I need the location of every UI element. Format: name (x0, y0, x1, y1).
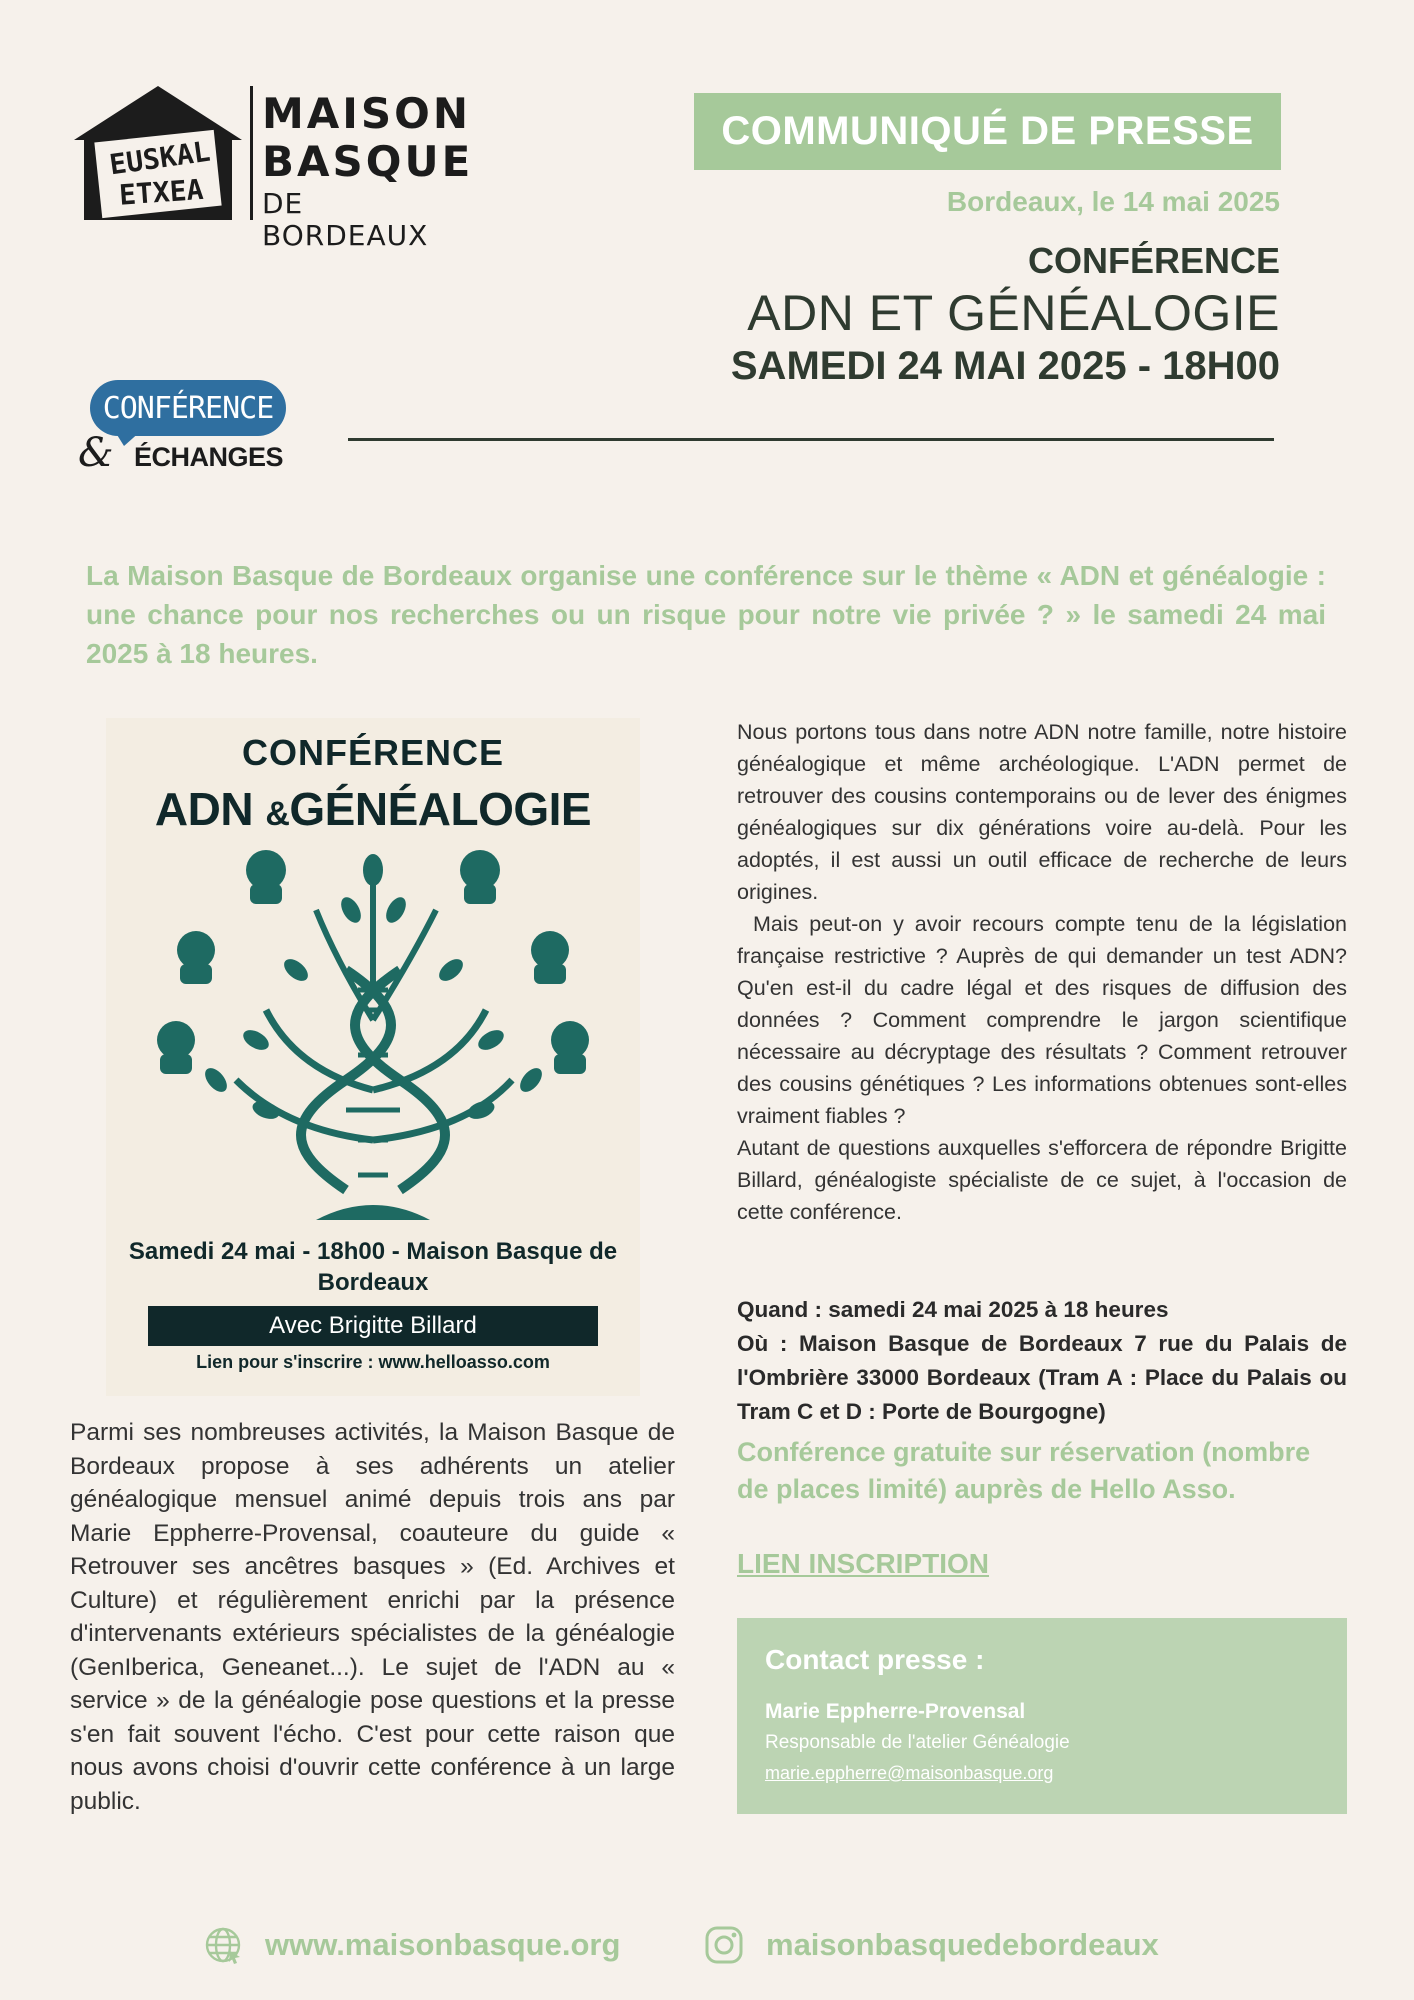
website-url: www.maisonbasque.org (265, 1927, 621, 1962)
poster-title-adn: ADN (154, 783, 266, 835)
press-release-banner: COMMUNIQUÉ DE PRESSE (694, 93, 1281, 170)
body-paragraph-2: Mais peut-on y avoir recours compte tenu de la législation française restrictive ? Auprès de qui demander un test ADN? Qu'en est-il du cadre légal et des risques de diffusion des données ? Comment comprendre le jargon scientifique nécessaire au décryptage des résultats ? Comment retrouver des cousins génétiques ? Les informations obtenues sont-elles vraiment fiables ? (737, 912, 1347, 1128)
poster-date-place: Samedi 24 mai - 18h00 - Maison Basque de Bordeaux (128, 1238, 618, 1296)
globe-icon (203, 1925, 243, 1965)
footer-instagram[interactable] (704, 1922, 1159, 1968)
instagram-icon (704, 1925, 744, 1965)
logo-euskal: EUSKAL (107, 134, 213, 182)
event-headline: ADN ET GÉNÉALOGIE (747, 285, 1280, 341)
press-contact-box (737, 1618, 1347, 1814)
body-paragraph-3: Autant de questions auxquelles s'efforcera de répondre Brigitte Billard, généalogiste spécialiste de ce sujet, à l'occasion de cette conférence. (737, 1136, 1347, 1224)
signup-link[interactable]: LIEN INSCRIPTION (737, 1548, 990, 1579)
intro-paragraph: La Maison Basque de Bordeaux organise une conférence sur le thème « ADN et généalogie : une chance pour nos recherches ou un risque pour notre vie privée ? » le samedi 24 mai 2025 à 18 heures. (86, 560, 1326, 669)
free-reservation-note: Conférence gratuite sur réservation (nombre de places limité) auprès de Hello Asso. (737, 1437, 1311, 1504)
logo-line-bordeaux: DE BORDEAUX (262, 187, 429, 252)
conference-echanges-badge (74, 378, 304, 476)
event-poster (106, 718, 640, 1396)
poster-kicker: CONFÉRENCE (241, 732, 505, 773)
when-line: Quand : samedi 24 mai 2025 à 18 heures (737, 1297, 1169, 1322)
maison-basque-logo (72, 84, 474, 252)
poster-title-genealogie: GÉNÉALOGIE (289, 783, 592, 835)
practical-info (737, 1293, 1347, 1429)
logo-line-maison: MAISON (262, 89, 472, 138)
poster-title (106, 782, 640, 836)
contact-role: Responsable de l'atelier Généalogie (765, 1732, 1070, 1753)
body-paragraph-1: Nous portons tous dans notre ADN notre famille, notre histoire généalogique et même archéologique. L'ADN permet de retrouver des cousins contemporains ou de lever des énigmes généalogiques sur dix générations voire au-delà. Pour les adoptés, il est aussi un outil efficace de recherche de leurs origines. (737, 720, 1347, 904)
logo-line-basque: BASQUE (262, 137, 474, 186)
house-logo-icon (72, 84, 244, 224)
speech-bubble: CONFÉRENCE (90, 380, 286, 436)
footer-website[interactable] (203, 1922, 620, 1968)
instagram-handle: maisonbasquedebordeaux (766, 1927, 1159, 1962)
poster-speaker-bar: Avec Brigitte Billard (148, 1306, 598, 1346)
contact-name: Marie Eppherre-Provensal (765, 1700, 1026, 1723)
logo-separator (250, 86, 253, 220)
dna-tree-illustration-icon (146, 840, 600, 1234)
echanges-label: ÉCHANGES (134, 442, 284, 472)
contact-title: Contact presse : (765, 1644, 985, 1675)
logo-etxea: ETXEA (118, 172, 205, 212)
header-divider (348, 438, 1274, 441)
event-kicker: CONFÉRENCE (1027, 240, 1280, 281)
body-text-right (737, 716, 1347, 1228)
where-line: Où : Maison Basque de Bordeaux 7 rue du Palais de l'Ombrière 33000 Bordeaux (Tram A : Place du Palais ou Tram C et D : Porte de Bourgogne) (737, 1331, 1347, 1424)
body-text-left: Parmi ses nombreuses activités, la Maison Basque de Bordeaux propose à ses adhérents un atelier généalogique mensuel animé depuis trois ans par Marie Eppherre-Provensal, coauteure du guide « Retrouver ses ancêtres basques » (Ed. Archives et Culture) et régulièrement enrichi par la présence d'intervenants extérieurs spécialistes de la généalogie (GenIberica, Geneanet...). Le sujet de l'ADN au « service » de la généalogie pose questions et la presse s'en fait souvent l'écho. C'est pour cette raison que nous avons choisi d'ouvrir cette conférence à un large public. (70, 1419, 675, 1815)
contact-email-link[interactable]: marie.eppherre@maisonbasque.org (765, 1763, 1054, 1783)
poster-signup-text: Lien pour s'inscrire : www.helloasso.com (196, 1352, 550, 1372)
event-date-time: SAMEDI 24 MAI 2025 - 18H00 (730, 344, 1280, 388)
logo-wordmark (262, 90, 473, 252)
dateline: Bordeaux, le 14 mai 2025 (946, 186, 1280, 217)
ampersand: & (78, 430, 114, 476)
poster-title-amp: & (265, 795, 290, 833)
